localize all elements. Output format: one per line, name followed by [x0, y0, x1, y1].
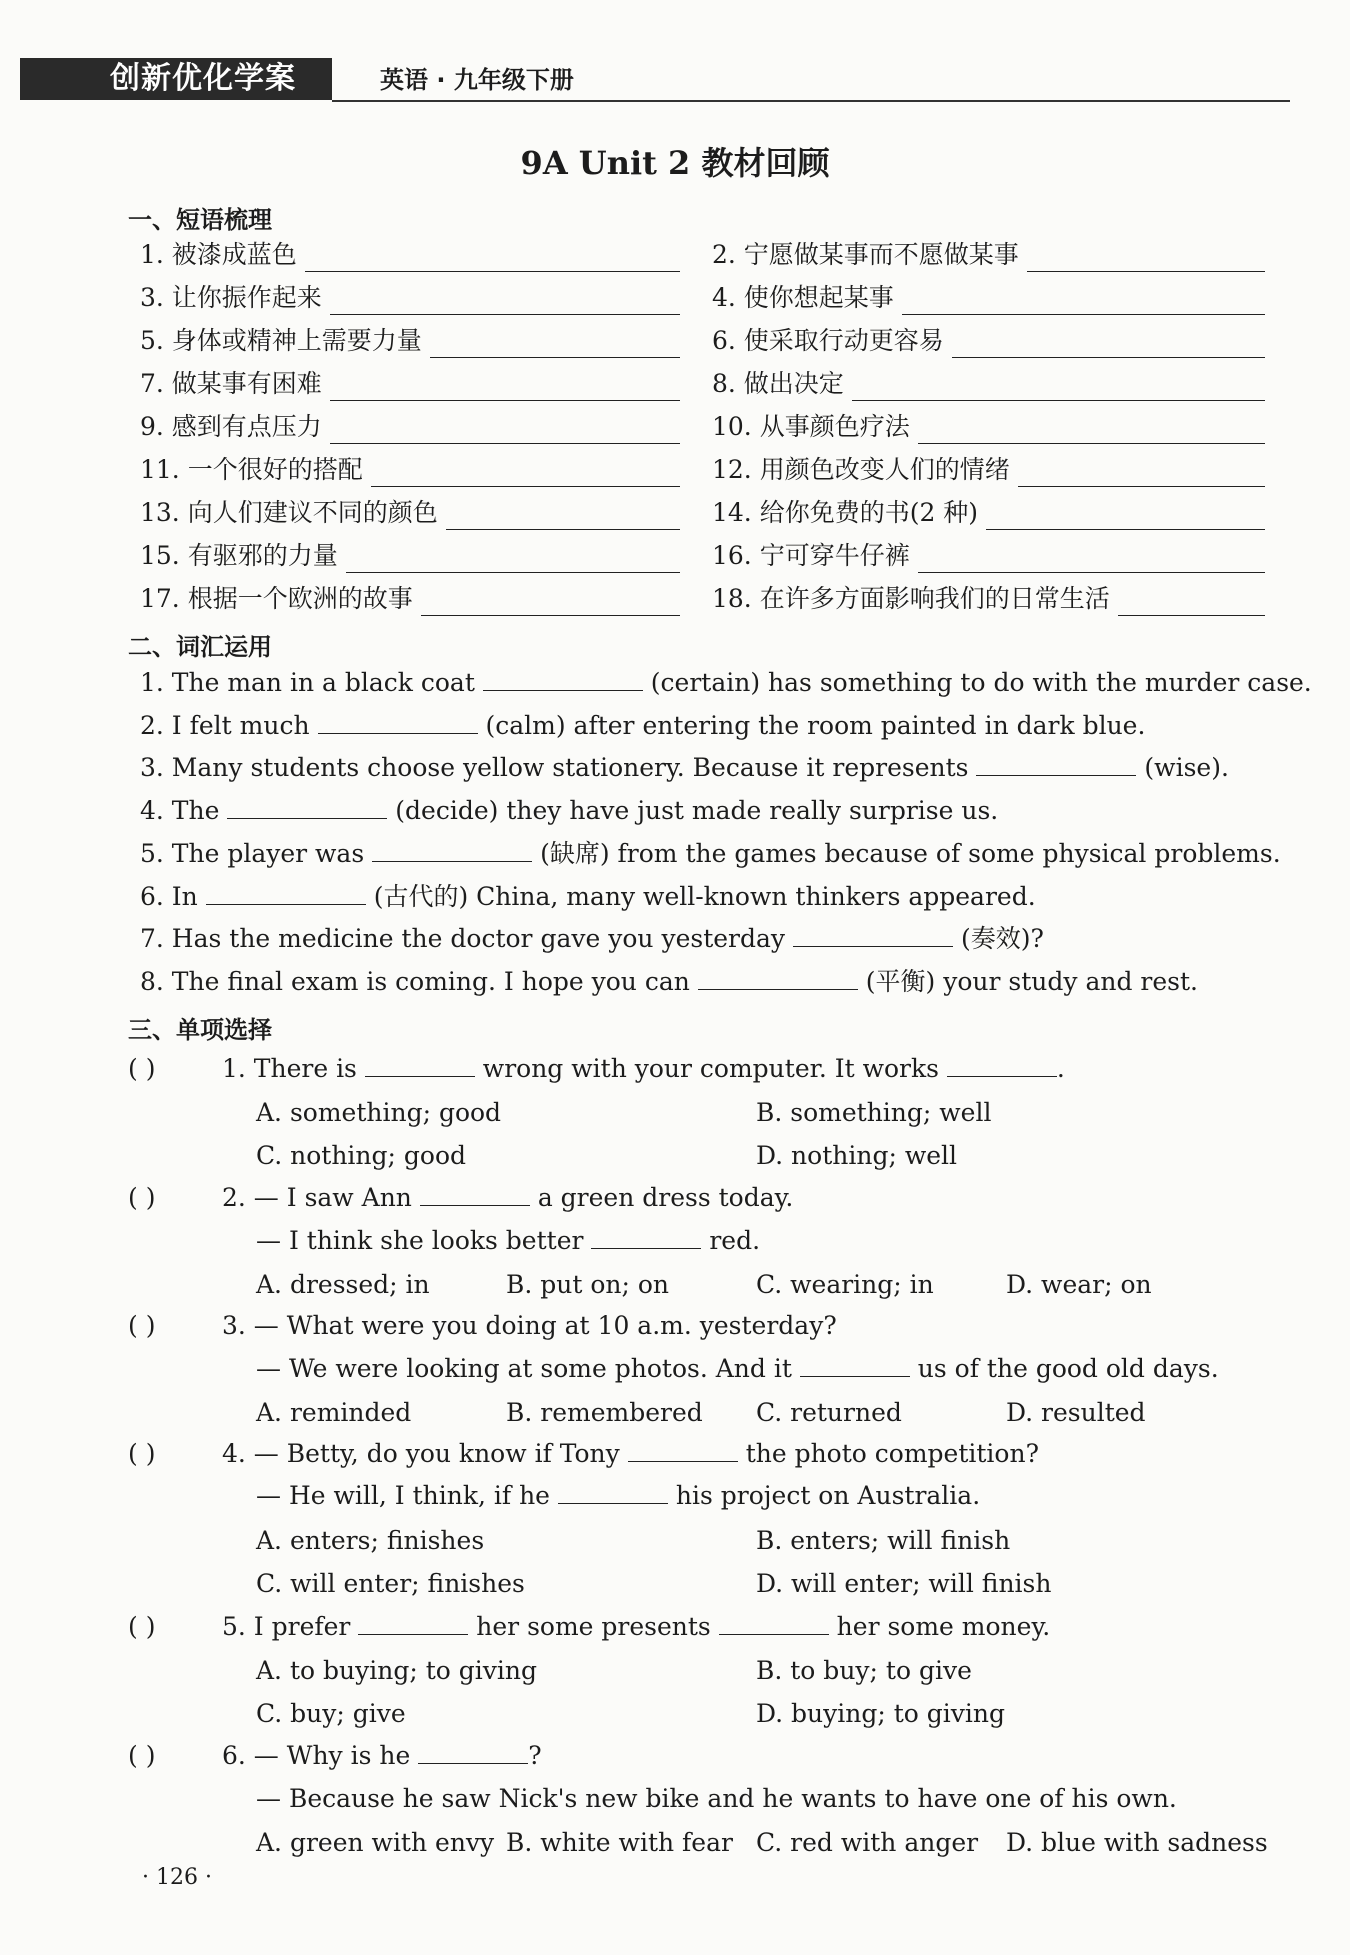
option-b[interactable]: B. put on; on [506, 1270, 670, 1299]
phrase-prompt: 11. 一个很好的搭配 [140, 455, 363, 484]
answer-blank[interactable] [976, 755, 1136, 776]
question-6-reply: — Because he saw Nick's new bike and he wants to have one of his own. [256, 1784, 1177, 1813]
phrase-prompt: 17. 根据一个欧洲的故事 [140, 584, 413, 613]
answer-blank[interactable] [1027, 270, 1265, 272]
answer-blank[interactable] [227, 798, 387, 819]
vocab-item [140, 881, 1036, 911]
vocab-item [140, 796, 999, 826]
vocab-text: 4. The [140, 796, 220, 826]
answer-blank[interactable] [206, 884, 366, 905]
vocab-item [140, 966, 1198, 996]
option-d[interactable]: D. nothing; well [756, 1141, 958, 1170]
section-heading-choice: 三、单项选择 [128, 1016, 272, 1044]
answer-paren[interactable]: ( ) [128, 1612, 156, 1641]
answer-blank[interactable] [430, 356, 680, 358]
phrase-prompt: 2. 宁愿做某事而不愿做某事 [712, 240, 1019, 269]
option-b[interactable]: B. something; well [756, 1098, 992, 1127]
option-a[interactable]: A. enters; finishes [256, 1526, 485, 1555]
page-header [20, 58, 1290, 102]
option-c[interactable]: C. red with anger [756, 1828, 979, 1857]
answer-blank[interactable] [305, 270, 680, 272]
phrase-prompt: 4. 使你想起某事 [712, 283, 894, 312]
vocab-item [140, 838, 1281, 868]
answer-blank[interactable] [918, 571, 1265, 573]
answer-blank[interactable] [346, 571, 680, 573]
question-2: 2. — I saw Ann a green dress today. [222, 1183, 794, 1212]
vocab-text: 6. In [140, 881, 198, 911]
phrase-prompt: 18. 在许多方面影响我们的日常生活 [712, 584, 1110, 613]
answer-blank[interactable] [421, 614, 680, 616]
answer-blank[interactable] [330, 399, 680, 401]
phrase-prompt: 10. 从事颜色疗法 [712, 412, 910, 441]
answer-blank[interactable] [330, 442, 680, 444]
option-d[interactable]: D. will enter; will finish [756, 1569, 1052, 1598]
vocab-hint: (decide) they have just made really surprise us. [395, 796, 999, 826]
vocab-text: 7. Has the medicine the doctor gave you yesterday [140, 924, 786, 954]
vocab-hint: (古代的) China, many well-known thinkers appeared. [373, 881, 1036, 911]
answer-paren[interactable]: ( ) [128, 1183, 156, 1212]
phrase-prompt: 13. 向人们建议不同的颜色 [140, 498, 438, 527]
vocab-text: 8. The final exam is coming. I hope you can [140, 966, 690, 996]
answer-blank[interactable] [918, 442, 1265, 444]
question-6: 6. — Why is he ? [222, 1741, 542, 1770]
vocab-item [140, 924, 1044, 954]
vocab-text: 2. I felt much [140, 710, 310, 740]
answer-blank[interactable] [371, 485, 680, 487]
phrase-prompt: 7. 做某事有困难 [140, 369, 322, 398]
header-rule [332, 100, 1290, 102]
page-title: 9A Unit 2 教材回顾 [520, 144, 830, 182]
answer-blank[interactable] [372, 841, 532, 862]
answer-blank[interactable] [952, 356, 1265, 358]
answer-blank[interactable] [793, 926, 953, 947]
phrase-prompt: 16. 宁可穿牛仔裤 [712, 541, 910, 570]
vocab-text: 1. The man in a black coat [140, 668, 475, 697]
header-subtitle: 英语 · 九年级下册 [380, 66, 574, 94]
vocab-hint: (奏效)? [960, 924, 1044, 954]
answer-blank[interactable] [902, 313, 1265, 315]
answer-blank[interactable] [483, 670, 643, 691]
option-c[interactable]: C. wearing; in [756, 1270, 934, 1299]
vocab-text: 3. Many students choose yellow stationery. Because it represents [140, 753, 969, 783]
phrase-prompt: 15. 有驱邪的力量 [140, 541, 338, 570]
option-d[interactable]: D. resulted [1006, 1398, 1146, 1427]
vocab-item [140, 670, 1312, 695]
vocab-hint: (平衡) your study and rest. [865, 966, 1198, 996]
section-heading-vocab: 二、词汇运用 [128, 633, 272, 661]
vocab-item [140, 710, 1146, 740]
option-a[interactable]: A. green with envy [256, 1828, 495, 1857]
option-c[interactable]: C. buy; give [256, 1699, 406, 1728]
phrase-prompt: 14. 给你免费的书(2 种) [712, 498, 979, 527]
phrase-prompt: 9. 感到有点压力 [140, 412, 322, 441]
vocab-text: 5. The player was [140, 838, 365, 868]
answer-blank[interactable] [1018, 485, 1265, 487]
question-4-reply: — He will, I think, if he his project on Australia. [256, 1481, 981, 1510]
vocab-hint: (wise). [1144, 753, 1229, 783]
question-4: 4. — Betty, do you know if Tony the photo competition? [222, 1439, 1039, 1468]
phrase-prompt: 5. 身体或精神上需要力量 [140, 326, 422, 355]
answer-blank[interactable] [698, 969, 858, 990]
option-a[interactable]: A. dressed; in [256, 1270, 430, 1299]
option-d[interactable]: D. wear; on [1006, 1270, 1152, 1299]
answer-blank[interactable] [852, 399, 1265, 401]
phrase-prompt: 3. 让你振作起来 [140, 283, 322, 312]
option-c[interactable]: C. will enter; finishes [256, 1569, 525, 1598]
answer-blank[interactable] [446, 528, 680, 530]
answer-blank[interactable] [318, 713, 478, 734]
option-b[interactable]: B. enters; will finish [756, 1526, 1011, 1555]
answer-blank[interactable] [330, 313, 680, 315]
option-a[interactable]: A. something; good [256, 1098, 502, 1127]
option-c[interactable]: C. returned [756, 1398, 902, 1427]
option-c[interactable]: C. nothing; good [256, 1141, 467, 1170]
brand-logo: 创新优化学案 [20, 58, 332, 100]
question-3: 3. — What were you doing at 10 a.m. yesterday? [222, 1311, 837, 1340]
vocab-hint: (certain) has something to do with the murder case. [650, 668, 1312, 697]
question-3-reply: — We were looking at some photos. And it us of the good old days. [256, 1354, 1219, 1383]
option-a[interactable]: A. reminded [256, 1398, 412, 1427]
question-5: 5. I prefer her some presents her some money. [222, 1612, 1051, 1641]
answer-paren[interactable]: ( ) [128, 1311, 156, 1340]
vocab-item [140, 753, 1229, 783]
answer-paren[interactable]: ( ) [128, 1054, 156, 1083]
option-b[interactable]: B. white with fear [506, 1828, 733, 1857]
option-d[interactable]: D. buying; to giving [756, 1699, 1006, 1728]
phrase-prompt: 8. 做出决定 [712, 369, 844, 398]
option-b[interactable]: B. to buy; to give [756, 1656, 972, 1685]
answer-blank[interactable] [986, 528, 1265, 530]
answer-paren[interactable]: ( ) [128, 1741, 156, 1770]
phrase-prompt: 12. 用颜色改变人们的情绪 [712, 455, 1010, 484]
answer-blank[interactable] [1118, 614, 1265, 616]
page-number: · 126 · [142, 1865, 212, 1890]
option-d[interactable]: D. blue with sadness [1006, 1828, 1268, 1857]
phrase-prompt: 6. 使采取行动更容易 [712, 326, 944, 355]
question-2-reply: — I think she looks better red. [256, 1226, 761, 1255]
answer-paren[interactable]: ( ) [128, 1439, 156, 1468]
question-1: 1. There is wrong with your computer. It works . [222, 1054, 1065, 1083]
vocab-hint: (缺席) from the games because of some physical problems. [540, 838, 1281, 868]
section-heading-phrases: 一、短语梳理 [128, 206, 272, 234]
option-a[interactable]: A. to buying; to giving [256, 1656, 537, 1685]
phrase-prompt: 1. 被漆成蓝色 [140, 240, 297, 269]
vocab-hint: (calm) after entering the room painted in dark blue. [485, 710, 1146, 740]
option-b[interactable]: B. remembered [506, 1398, 703, 1427]
